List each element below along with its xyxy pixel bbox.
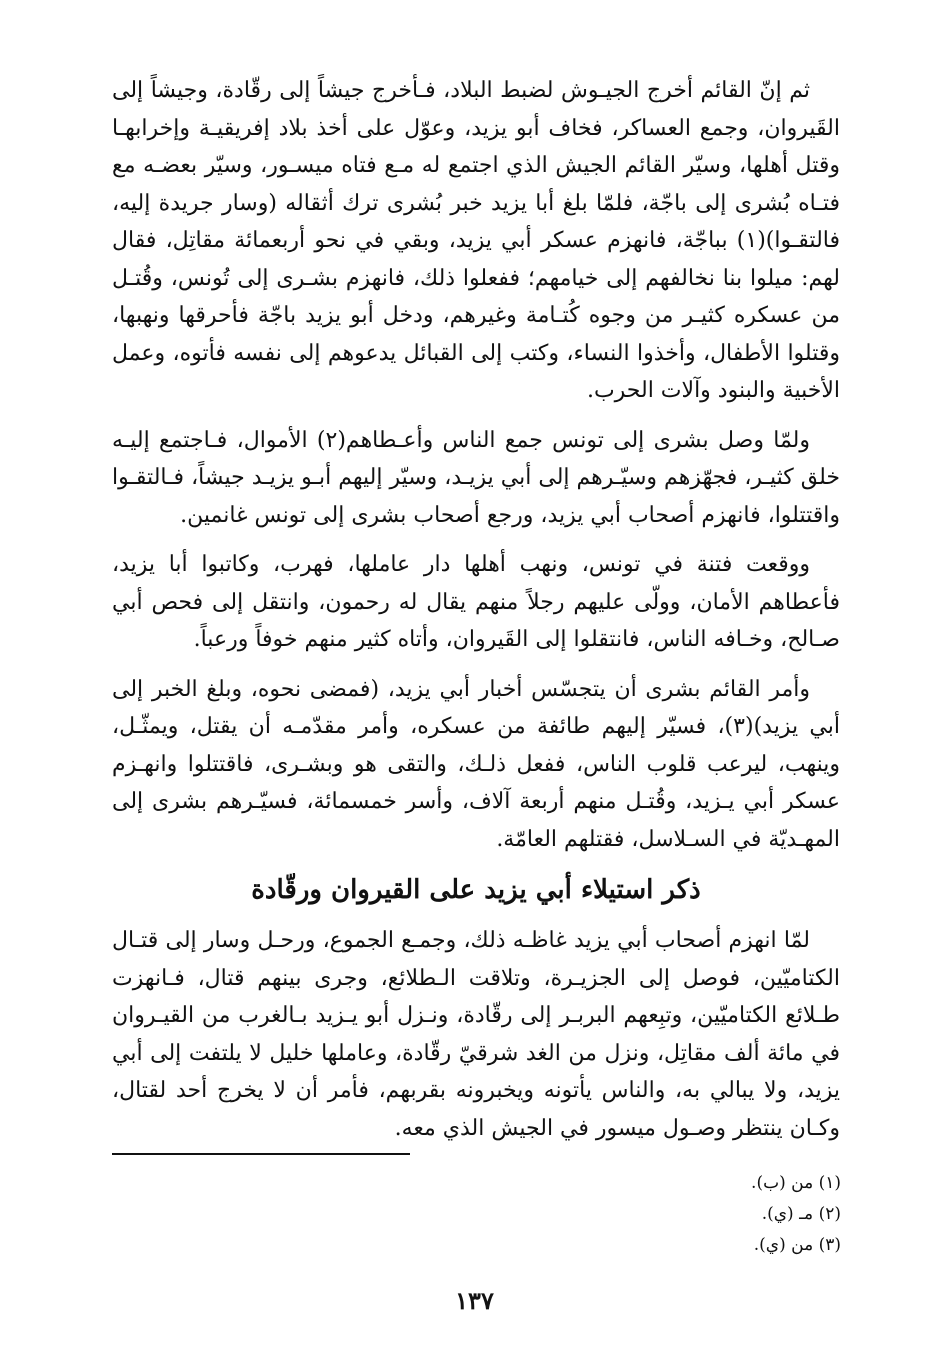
- paragraph-2: ولمّا وصل بشرى إلى تونس جمع الناس وأعـطاهم(٢) الأموال، فـاجتمع إليـه خلق كثيـر، فجهّزهم وسيّـرهم إلى أبي يزيـد، وسيّر إليهم أبـو يزيـد جيشاً، فـالتقـوا واقتتلوا، فانهزم أصحاب أبي يزيد، ورجع أصحاب بشرى إلى تونس غانمين.: [112, 427, 840, 528]
- footnotes: [751, 1168, 841, 1261]
- footnote-1: (١) من (ب).: [751, 1173, 841, 1193]
- page-number: ١٣٧: [455, 1286, 494, 1315]
- paragraph-1: ثم إنّ القائم أخرج الجيـوش لضبط البلاد، فـأخرج جيشاً إلى رقّادة، وجيشاً إلى القَيروان، وجمع العساكر، فخاف أبو يزيد، وعوّل على أخذ بلاد إفريقيـة وإخرابهـا وقتل أهلها، وسيّر القائم الجيش الذي اجتمع له مـع فتاه ميسـور، وسيّر بعضـه مع فتـاه بُشرى إلى باجّة، فلمّا بلغ أبا يزيد خبر بُشرى ترك أثقاله (وسار جريدة إليه، فالتقـوا)(١) بباجّة، فانهزم عسكر أبي يزيد، وبقي في نحو أربعمائة مقاتِل، فقال لهم: ميلوا بنا نخالفهم إلى خيامهم؛ ففعلوا ذلك، فانهزم بشـرى إلى تُونس، وقُتـل من عسكره كثيـر من وجوه كُتـامة وغيرهم، ودخل أبو يزيد باجّة فأحرقها ونهبها، وقتلوا الأطفال، وأخذوا النساء، وكتب إلى القبائل يدعوهم إلى نفسه فأتوه، وعمل الأخبية والبنود وآلات الحرب.: [112, 78, 840, 403]
- paragraph-4: وأمر القائم بشرى أن يتجسّس أخبار أبي يزيد، (فمضى نحوه، وبلغ الخبر إلى أبي يزيد)(٣)، فسيّر إليهم طائفة من عسكره، وأمر مقدّمـه أن يقتل، ويمثّـل، وينهب، ليرعب قلوب الناس، ففعل ذلـك، والتقى هو وبشـرى، فاقتتلوا وانهـزم عسكر أبي يـزيد، وقُتـل منهم أربعة آلاف، وأسر خمسمائة، فسيّـرهم بشرى إلى المهـديّة في السـلاسل، فقتلهم العامّة.: [112, 676, 841, 852]
- paragraph-3: ووقعت فتنة في تونس، ونهب أهلها دار عاملها، فهرب، وكاتبوا أبا يزيد، فأعطاهم الأمان، وولّى عليهم رجلاً منهم يقال له رحمون، وانتقل إلى فحص أبي صـالح، وخـافه الناس، فانتقلوا إلى القَيروان، وأتاه كثير منهم خوفاً ورعباً.: [112, 552, 840, 652]
- footnote-2: (٢) مـ (ي).: [761, 1204, 841, 1224]
- footnote-3: (٣) من (ي).: [753, 1235, 841, 1255]
- section-heading: ذكر استيلاء أبي يزيد على القيروان ورقّادة: [251, 875, 701, 905]
- footnote-divider: [112, 1153, 410, 1155]
- page-body: [112, 72, 840, 1159]
- paragraph-5: لمّا انهزم أصحاب أبي يزيد غاظـه ذلك، وجمـع الجموع، ورحـل وسار إلى قتـال الكتاميّين، فوصل إلى الجزيـرة، وتلاقت الـطلائع، وجرى بينهم قتال، فـانهزت طـلائع الكتاميّين، وتبِعهم البربـر إلى رقّادة، ونـزل أبو يـزيد بـالغرب من القيـروان في مائة ألف مقاتِل، ونزل من الغد شرقيّ رقّادة، وعاملها خليل لا يلتفت إلى أبي يزيد، ولا يبالي به، والناس يأتونه ويخبرونه بقربهم، فأمر أن لا يخرج أحد لقتال، وكـان ينتظر وصـول ميسور في الجيش الذي معه.: [112, 928, 840, 1141]
